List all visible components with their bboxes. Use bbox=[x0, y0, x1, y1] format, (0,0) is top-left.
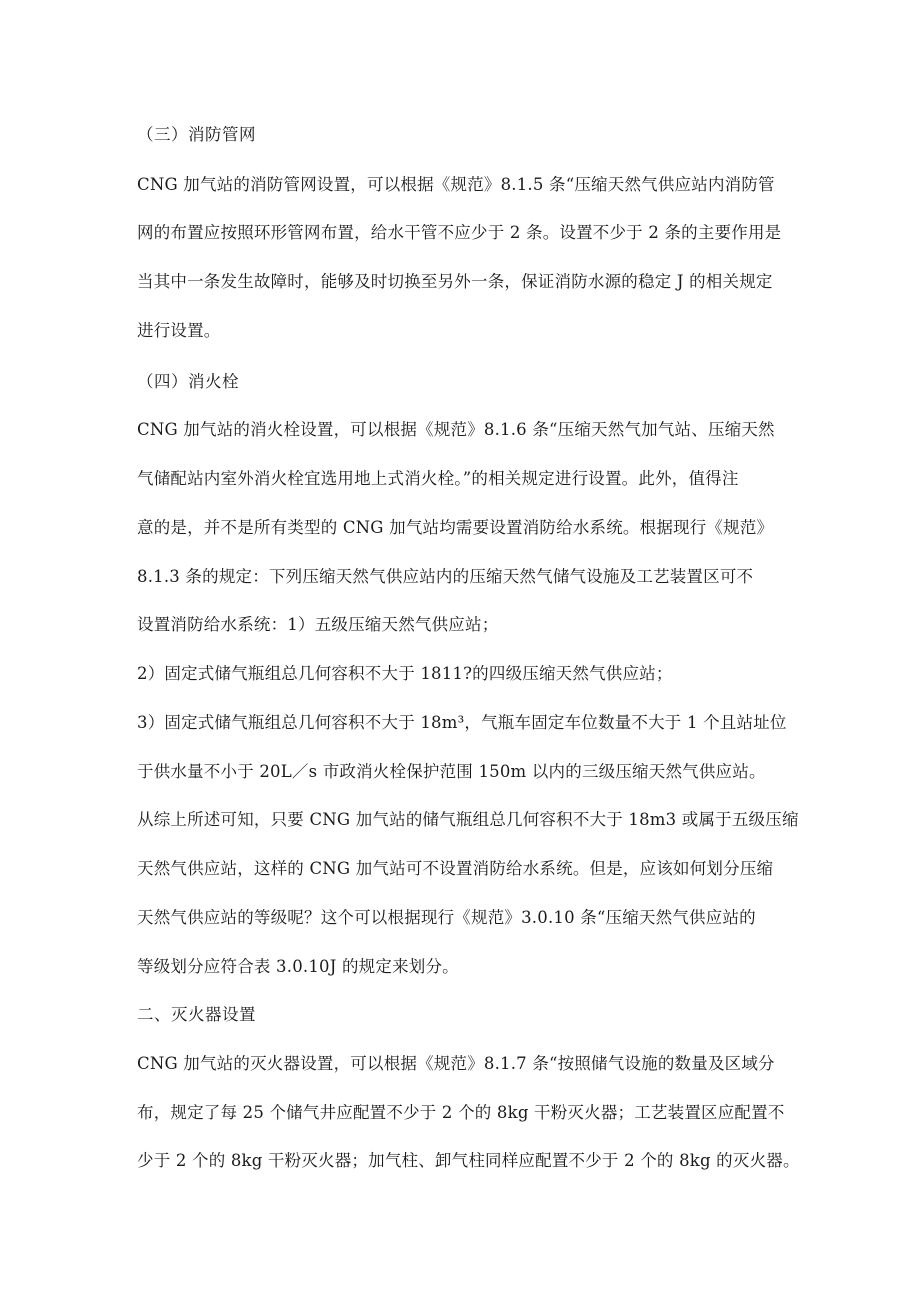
section-heading-extinguishers: 二、灭火器设置 bbox=[137, 1005, 256, 1024]
paragraph-line: 意的是，并不是所有类型的 CNG 加气站均需要设置消防给水系统。根据现行《规范》 bbox=[137, 518, 774, 537]
paragraph-line: 于供水量不小于 20L／s 市政消火栓保护范围 150m 以内的三级压缩天然气供应站。 bbox=[137, 762, 766, 781]
paragraph-line: 少于 2 个的 8kg 干粉灭火器；加气柱、卸气柱同样应配置不少于 2 个的 8kg 的灭火器。 bbox=[137, 1151, 800, 1170]
paragraph-line: 天然气供应站，这样的 CNG 加气站可不设置消防给水系统。但是，应该如何划分压缩 bbox=[137, 859, 774, 878]
paragraph-line: 布，规定了每 25 个储气井应配置不少于 2 个的 8kg 干粉灭火器；工艺装置区应配置不 bbox=[137, 1103, 785, 1122]
paragraph-line: 当其中一条发生故障时，能够及时切换至另外一条，保证消防水源的稳定 J 的相关规定 bbox=[137, 272, 773, 291]
paragraph-line: CNG 加气站的消防管网设置，可以根据《规范》8.1.5 条“压缩天然气供应站内消防管 bbox=[137, 175, 775, 194]
list-item: 3）固定式储气瓶组总几何容积不大于 18m³，气瓶车固定车位数量不大于 1 个且站址位 bbox=[137, 713, 787, 732]
paragraph-line: 等级划分应符合表 3.0.10J 的规定来划分。 bbox=[137, 957, 459, 976]
list-item: 2）固定式储气瓶组总几何容积不大于 1811?的四级压缩天然气供应站； bbox=[137, 664, 673, 683]
paragraph-line: 设置消防给水系统：1）五级压缩天然气供应站； bbox=[137, 615, 499, 634]
paragraph-line: CNG 加气站的灭火器设置，可以根据《规范》8.1.7 条“按照储气设施的数量及区域分 bbox=[137, 1054, 775, 1073]
paragraph-line: 进行设置。 bbox=[137, 321, 221, 340]
paragraph-line: 8.1.3 条的规定：下列压缩天然气供应站内的压缩天然气储气设施及工艺装置区可不 bbox=[137, 567, 754, 586]
paragraph-line: 从综上所述可知，只要 CNG 加气站的储气瓶组总几何容积不大于 18m3 或属于五级压缩 bbox=[137, 810, 799, 829]
section-heading-fire-pipe-network: （三）消防管网 bbox=[137, 125, 256, 144]
paragraph-line: 气储配站内室外消火栓宜选用地上式消火栓。”的相关规定进行设置。此外，值得注 bbox=[137, 469, 739, 488]
paragraph-line: 网的布置应按照环形管网布置，给水干管不应少于 2 条。设置不少于 2 条的主要作用是 bbox=[137, 223, 782, 242]
paragraph-line: 天然气供应站的等级呢？这个可以根据现行《规范》3.0.10 条“压缩天然气供应站的 bbox=[137, 908, 756, 927]
section-heading-fire-hydrant: （四）消火栓 bbox=[137, 372, 239, 391]
paragraph-line: CNG 加气站的消火栓设置，可以根据《规范》8.1.6 条“压缩天然气加气站、压缩天然 bbox=[137, 420, 775, 439]
